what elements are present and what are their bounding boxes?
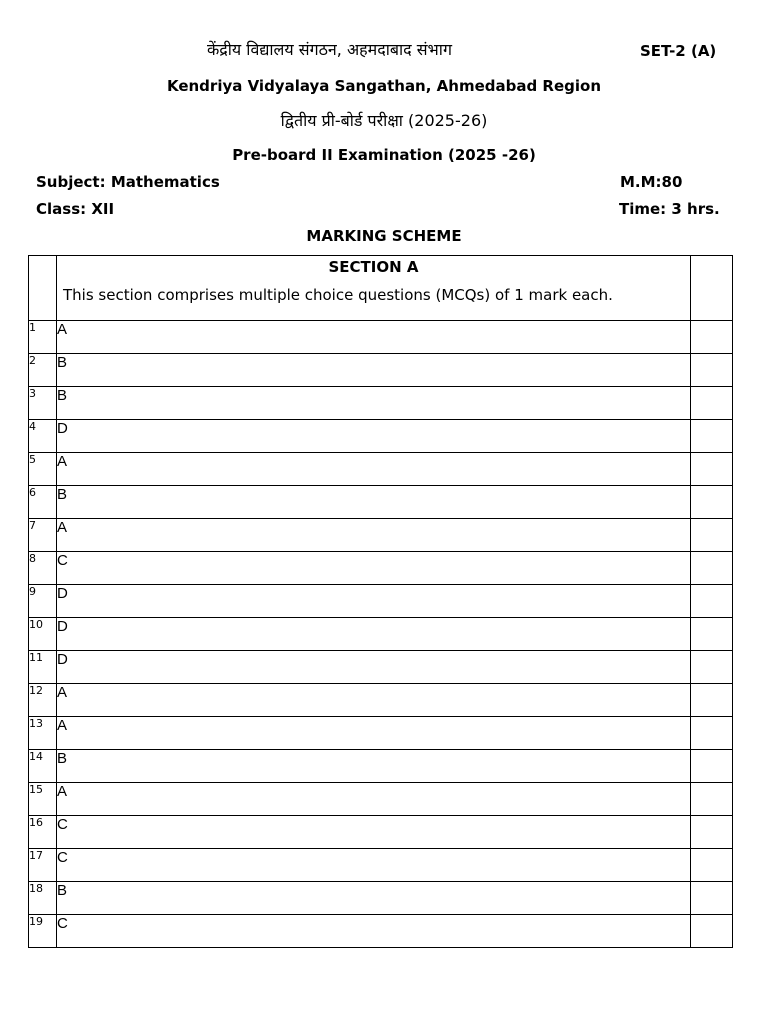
subject-label: Subject: Mathematics xyxy=(36,173,220,191)
marking-scheme-title: MARKING SCHEME xyxy=(306,227,462,245)
answer-row xyxy=(29,486,733,519)
question-number: 16 xyxy=(29,816,57,849)
question-number: 12 xyxy=(29,684,57,717)
answer-option: A xyxy=(57,684,691,717)
answer-row xyxy=(29,552,733,585)
answer-option: D xyxy=(57,420,691,453)
marks-cell xyxy=(691,519,733,552)
question-number: 9 xyxy=(29,585,57,618)
section-description: This section comprises multiple choice questions (MCQs) of 1 mark each. xyxy=(63,286,613,304)
question-number: 18 xyxy=(29,882,57,915)
answer-row xyxy=(29,717,733,750)
marks-cell xyxy=(691,354,733,387)
answer-option: B xyxy=(57,387,691,420)
marks-cell xyxy=(691,486,733,519)
section-title: SECTION A xyxy=(328,258,419,276)
question-number: 3 xyxy=(29,387,57,420)
question-number: 5 xyxy=(29,453,57,486)
marks-cell xyxy=(691,882,733,915)
marks-cell xyxy=(691,552,733,585)
marks-cell xyxy=(691,618,733,651)
marks-cell xyxy=(691,321,733,354)
marks-cell xyxy=(691,684,733,717)
answer-row xyxy=(29,321,733,354)
marks-cell xyxy=(691,717,733,750)
answer-row xyxy=(29,651,733,684)
answer-row xyxy=(29,882,733,915)
answer-row xyxy=(29,915,733,948)
marks-cell xyxy=(691,915,733,948)
section-marks-cell xyxy=(691,256,733,321)
marks-cell xyxy=(691,585,733,618)
question-number: 4 xyxy=(29,420,57,453)
question-number: 17 xyxy=(29,849,57,882)
question-number: 14 xyxy=(29,750,57,783)
marks-cell xyxy=(691,783,733,816)
answer-option: A xyxy=(57,783,691,816)
question-number: 1 xyxy=(29,321,57,354)
marks-cell xyxy=(691,420,733,453)
question-number: 6 xyxy=(29,486,57,519)
marks-cell xyxy=(691,816,733,849)
answer-option: C xyxy=(57,915,691,948)
answer-option: C xyxy=(57,816,691,849)
exam-title: Pre-board II Examination (2025 -26) xyxy=(232,146,536,164)
marks-cell xyxy=(691,750,733,783)
hindi-organization: केंद्रीय विद्यालय संगठन, अहमदाबाद संभाग xyxy=(207,40,452,59)
section-number-cell xyxy=(29,256,57,321)
answer-row xyxy=(29,420,733,453)
answer-option: A xyxy=(57,717,691,750)
answer-option: A xyxy=(57,519,691,552)
question-number: 15 xyxy=(29,783,57,816)
answer-row xyxy=(29,618,733,651)
question-number: 10 xyxy=(29,618,57,651)
question-number: 2 xyxy=(29,354,57,387)
answer-option: B xyxy=(57,486,691,519)
answer-row xyxy=(29,354,733,387)
question-number: 7 xyxy=(29,519,57,552)
answer-row xyxy=(29,519,733,552)
answer-option: A xyxy=(57,453,691,486)
answer-option: D xyxy=(57,618,691,651)
answer-row xyxy=(29,849,733,882)
time-label: Time: 3 hrs. xyxy=(619,200,720,218)
marks-cell xyxy=(691,651,733,684)
answer-row xyxy=(29,816,733,849)
class-label: Class: XII xyxy=(36,200,115,218)
answer-option: C xyxy=(57,552,691,585)
max-marks: M.M:80 xyxy=(620,173,683,191)
marking-scheme-table xyxy=(28,255,733,948)
answer-option: B xyxy=(57,882,691,915)
answer-option: B xyxy=(57,354,691,387)
section-header-cell xyxy=(57,256,691,321)
answer-option: D xyxy=(57,651,691,684)
answer-row xyxy=(29,387,733,420)
section-header-row xyxy=(29,256,733,321)
answer-row xyxy=(29,585,733,618)
answer-row xyxy=(29,453,733,486)
marking-scheme-body xyxy=(29,256,733,948)
organization-name: Kendriya Vidyalaya Sangathan, Ahmedabad Region xyxy=(166,77,602,95)
set-code: SET-2 (A) xyxy=(640,42,717,60)
hindi-exam-title: द्वितीय प्री-बोर्ड परीक्षा (2025-26) xyxy=(280,111,488,130)
answer-option: C xyxy=(57,849,691,882)
question-number: 19 xyxy=(29,915,57,948)
marks-cell xyxy=(691,453,733,486)
marks-cell xyxy=(691,387,733,420)
answer-option: B xyxy=(57,750,691,783)
question-number: 13 xyxy=(29,717,57,750)
answer-row xyxy=(29,684,733,717)
question-number: 11 xyxy=(29,651,57,684)
answer-option: A xyxy=(57,321,691,354)
answer-row xyxy=(29,783,733,816)
marks-cell xyxy=(691,849,733,882)
question-number: 8 xyxy=(29,552,57,585)
answer-row xyxy=(29,750,733,783)
answer-option: D xyxy=(57,585,691,618)
